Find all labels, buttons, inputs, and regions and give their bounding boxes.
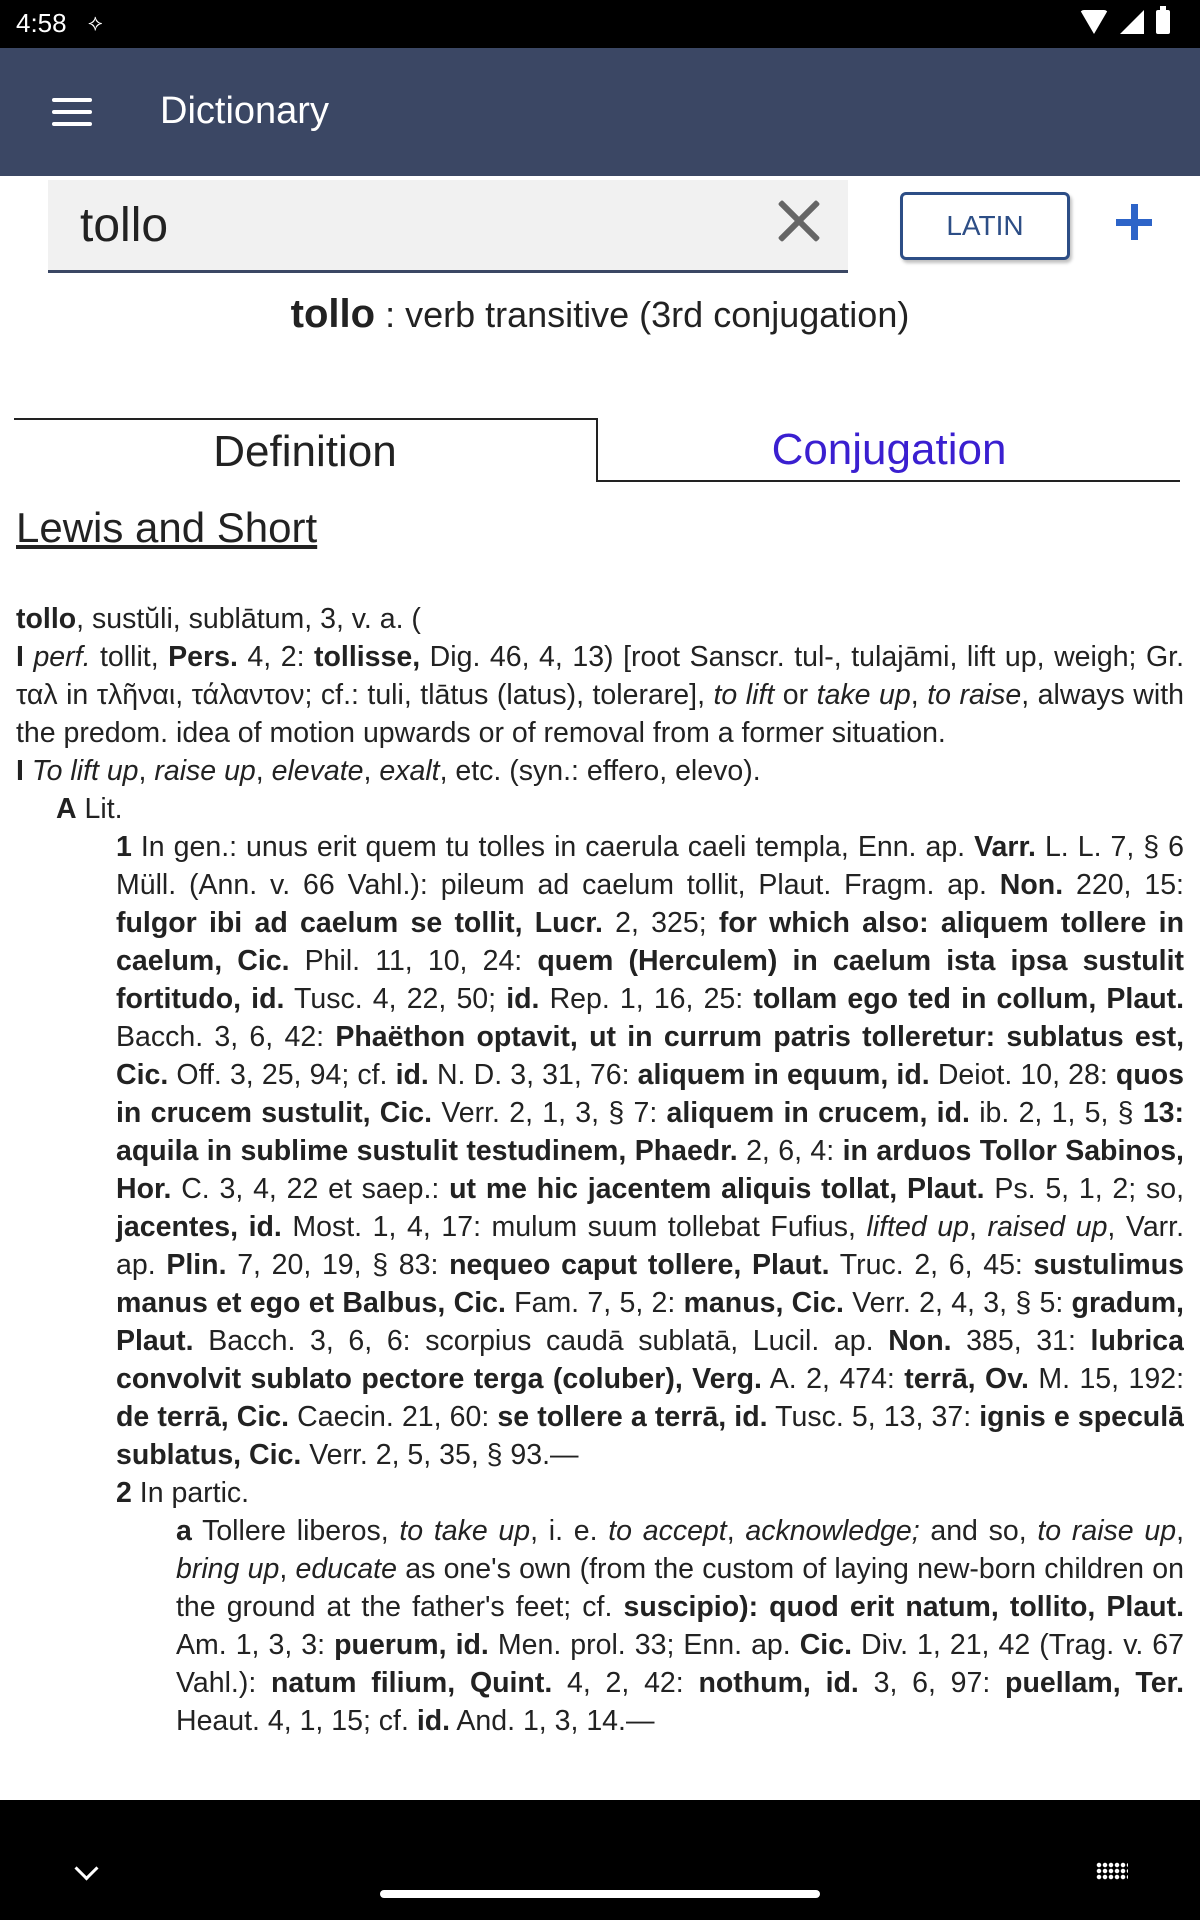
section-2a: a Tollere liberos, to take up, i. e. to accept, acknowledge; and so, to raise up, bring up, educate as one's own (from the custom of laying new-born children on the ground at the father's feet; cf. suscipio): quod erit natum, tollito, Plaut. Am. 1, 3, 3: puerum, id. Men. prol. 33; Enn. ap. Cic. Div. 1, 21, 42 (Trag. v. 67 Vahl.): natum filium, Quint. 4, 2, 42: nothum, id. 3, 6, 97: puellam, Ter. Heaut. 4, 1, 15; cf. id. And. 1, 3, 14.— bbox=[176, 1515, 1184, 1737]
hamburger-menu-icon[interactable] bbox=[52, 98, 92, 126]
navigation-bar bbox=[0, 1800, 1200, 1920]
signal-icon bbox=[1120, 10, 1144, 34]
status-time: 4:58 bbox=[16, 8, 67, 38]
section-a: A Lit. bbox=[56, 793, 123, 825]
status-bar bbox=[0, 0, 1200, 48]
entry-paragraph: tollo, sustŭli, sublātum, 3, v. a. ( bbox=[16, 603, 421, 635]
search-input[interactable] bbox=[78, 194, 742, 256]
entry-paragraph: I To lift up, raise up, elevate, exalt, etc. (syn.: effero, elevo). bbox=[16, 755, 761, 787]
keyboard-icon[interactable] bbox=[1096, 1862, 1128, 1880]
definition-content[interactable] bbox=[16, 500, 1184, 1800]
section-1: 1 In gen.: unus erit quem tu tolles in caerula caeli templa, Enn. ap. Varr. L. L. 7, § 6 Müll. (Ann. v. 66 Vahl.): pileum ad caelum tollit, Plaut. Fragm. ap. Non. 220, 15: fulgor ibi ad caelum se tollit, Lucr. 2, 325; for which also: aliquem tollere in caelum, Cic. Phil. 11, 10, 24: quem (Herculem) in caelum ista ipsa sustulit fortitudo, id. Tusc. 4, 22, 50; id. Rep. 1, 16, 25: tollam ego ted in collum, Plaut. Bacch. 3, 6, 42: Phaëthon optavit, ut in currum patris tolleretur: sublatus est, Cic. Off. 3, 25, 94; cf. id. N. D. 3, 31, 76: aliquem in equum, id. Deiot. 10, 28: quos in crucem sustulit, Cic. Verr. 2, 1, 3, § 7: aliquem in crucem, id. ib. 2, 1, 5, § 13: aquila in sublime sustulit testudinem, Phaedr. 2, 6, 4: in arduos Tollor Sabinos, Hor. C. 3, 4, 22 et saep.: ut me hic jacentem aliquis tollat, Plaut. Ps. 5, 1, 2; so, jacentes, id. Most. 1, 4, 17: mulum suum tollebat Fufius, lifted up, raised up, Varr. ap. Plin. 7, 20, 19, § 83: nequeo caput tollere, Plaut. Truc. 2, 6, 45: sustulimus manus et ego et Balbus, Cic. Fam. 7, 5, 2: manus, Cic. Verr. 2, 4, 3, § 5: gradum, Plaut. Bacch. 3, 6, 6: scorpius caudā sublatā, Lucil. ap. Non. 385, 31: lubrica convolvit sublato pectore terga (coluber), Verg. A. 2, 474: terrā, Ov. M. 15, 192: de terrā, Cic. Caecin. 21, 60: se tollere a terrā, id. Tusc. 5, 13, 37: ignis e speculā sublatus, Cic. Verr. 2, 5, 35, § 93.— bbox=[116, 831, 1184, 1471]
home-handle[interactable] bbox=[380, 1890, 820, 1898]
notification-icon: ⟡ bbox=[88, 10, 103, 35]
entry-text bbox=[16, 600, 1184, 1740]
part-of-speech: : verb transitive (3rd conjugation) bbox=[375, 294, 910, 335]
section-2: 2 In partic. bbox=[116, 1477, 250, 1509]
language-button[interactable]: LATIN bbox=[900, 192, 1070, 260]
wifi-icon bbox=[1080, 10, 1108, 34]
tab-definition[interactable]: Definition bbox=[14, 418, 598, 482]
app-bar bbox=[0, 48, 1200, 176]
search-box bbox=[48, 180, 848, 273]
app-title: Dictionary bbox=[160, 90, 329, 132]
headword: tollo bbox=[290, 292, 376, 336]
clear-icon[interactable] bbox=[772, 194, 824, 246]
battery-icon bbox=[1156, 10, 1170, 34]
headword-line bbox=[0, 292, 1200, 337]
add-icon[interactable] bbox=[1116, 204, 1152, 240]
entry-paragraph: I perf. tollit, Pers. 4, 2: tollisse, Dig. 46, 4, 13) [root Sanscr. tul-, tulajāmi, lift up, weigh; Gr. ταλ in τλῆναι, τάλαντον; cf.: tuli, tlātus (latus), tolerare], to lift or take up, to raise, always with the predom. idea of motion upwards or of removal from a former situation. bbox=[16, 641, 1184, 749]
tab-conjugation[interactable]: Conjugation bbox=[598, 418, 1180, 482]
source-link[interactable]: Lewis and Short bbox=[16, 504, 318, 551]
status-icons bbox=[1080, 10, 1170, 34]
